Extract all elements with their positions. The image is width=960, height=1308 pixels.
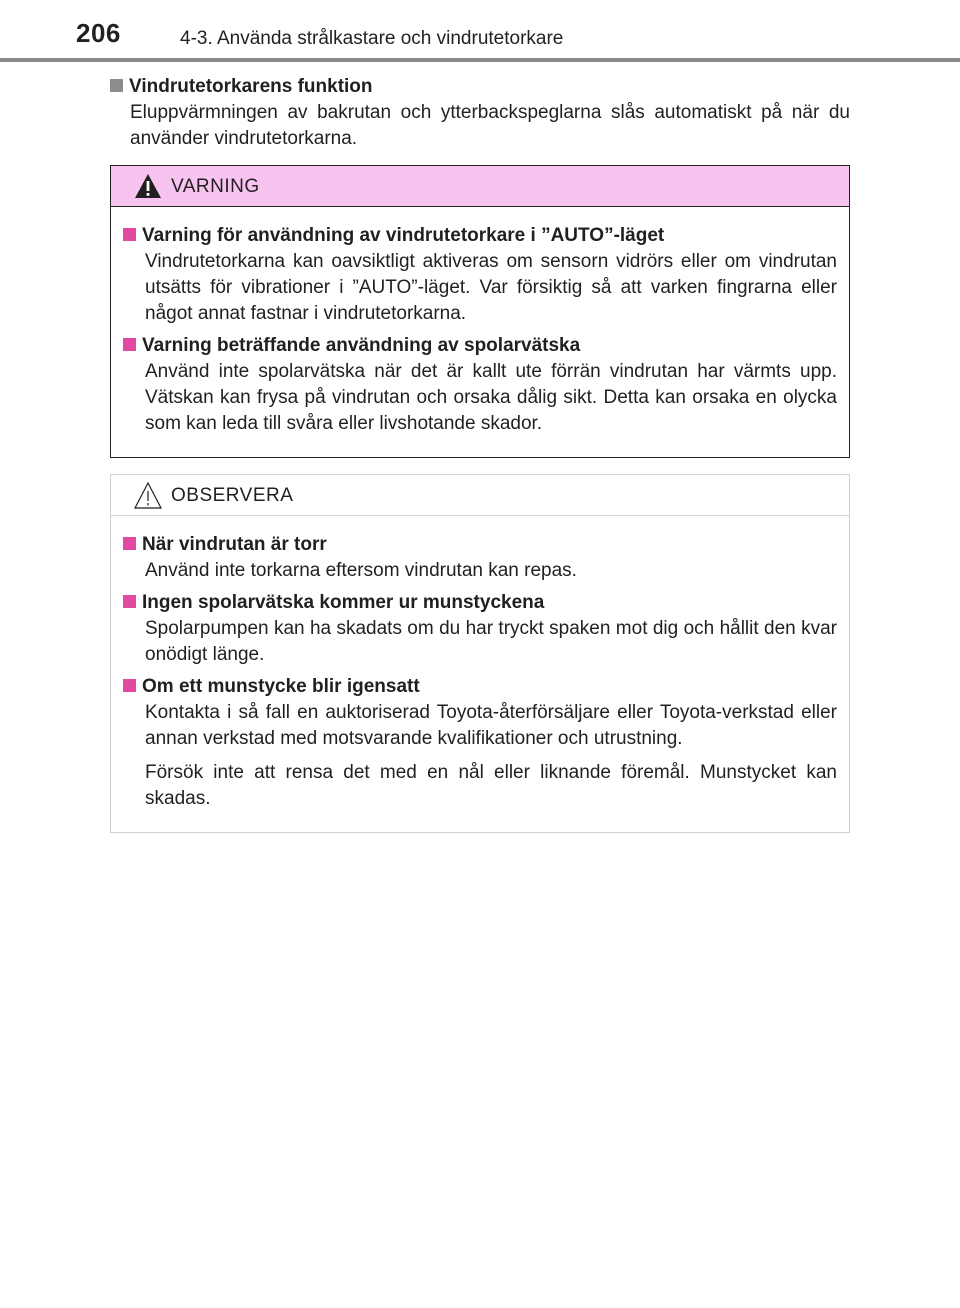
notice-box — [110, 474, 850, 833]
square-bullet-icon — [123, 595, 136, 608]
square-bullet-icon — [123, 338, 136, 351]
section-title: Vindrutetorkarens funktion — [110, 74, 850, 100]
notice-item — [123, 674, 837, 812]
square-bullet-icon — [123, 679, 136, 692]
header-rule — [0, 58, 960, 62]
square-bullet-icon — [123, 228, 136, 241]
intro-section — [110, 74, 850, 152]
warning-item-body: Vindrutetorkarna kan oavsiktligt aktiveras om sensorn vidrörs eller om vindrutan utsätts för vibrationer i ”AUTO”-läget. Var försiktig så att varken fingrarna eller något annat fastnar i vindrutetorkarna. — [145, 251, 837, 324]
warning-box-header — [111, 166, 849, 207]
notice-item-body: Använd inte torkarna eftersom vindrutan kan repas. — [145, 560, 577, 581]
warning-content — [111, 207, 849, 437]
warning-label: VARNING — [171, 176, 260, 197]
warning-item — [123, 223, 837, 327]
notice-item-body: Kontakta i så fall en auktoriserad Toyota-återförsäljare eller Toyota-verkstad eller annan verkstad med motsvarande kvalifikationer och utrustning. — [145, 702, 837, 749]
square-bullet-icon — [123, 537, 136, 550]
notice-item-body: Spolarpumpen kan ha skadats om du har tryckt spaken mot dig och hållit den kvar onödigt länge. — [145, 618, 837, 665]
notice-item — [123, 590, 837, 668]
notice-item-body: Försök inte att rensa det med en nål eller liknande föremål. Munstycket kan skadas. — [145, 762, 837, 809]
notice-item-title: När vindrutan är torr — [123, 532, 837, 558]
section-body: Eluppvärmningen av bakrutan och ytterbackspeglarna slås automatiskt på när du använder vindrutetorkarna. — [130, 102, 850, 149]
notice-content — [111, 516, 849, 812]
warning-box — [110, 165, 850, 458]
warning-item — [123, 333, 837, 437]
notice-item-title: Om ett munstycke blir igensatt — [123, 674, 837, 700]
page-header — [0, 0, 960, 62]
square-bullet-icon — [110, 79, 123, 92]
warning-triangle-outline-icon — [133, 481, 163, 511]
warning-item-title: Varning beträffande användning av spolarvätska — [123, 333, 837, 359]
warning-item-title: Varning för användning av vindrutetorkare i ”AUTO”-läget — [123, 223, 837, 249]
notice-label: OBSERVERA — [171, 485, 294, 506]
warning-triangle-filled-icon — [133, 172, 163, 200]
notice-box-header — [111, 475, 849, 516]
notice-item-title: Ingen spolarvätska kommer ur munstyckena — [123, 590, 837, 616]
notice-item — [123, 532, 837, 584]
warning-item-body: Använd inte spolarvätska när det är kallt ute förrän vindrutan har värmts upp. Vätskan kan frysa på vindrutan och orsaka dålig sikt. Detta kan orsaka en olycka som kan leda till svåra eller livshotande skador. — [145, 361, 837, 434]
chapter-title: 4-3. Använda strålkastare och vindrutetorkare — [180, 28, 564, 49]
page-number: 206 — [76, 18, 121, 48]
